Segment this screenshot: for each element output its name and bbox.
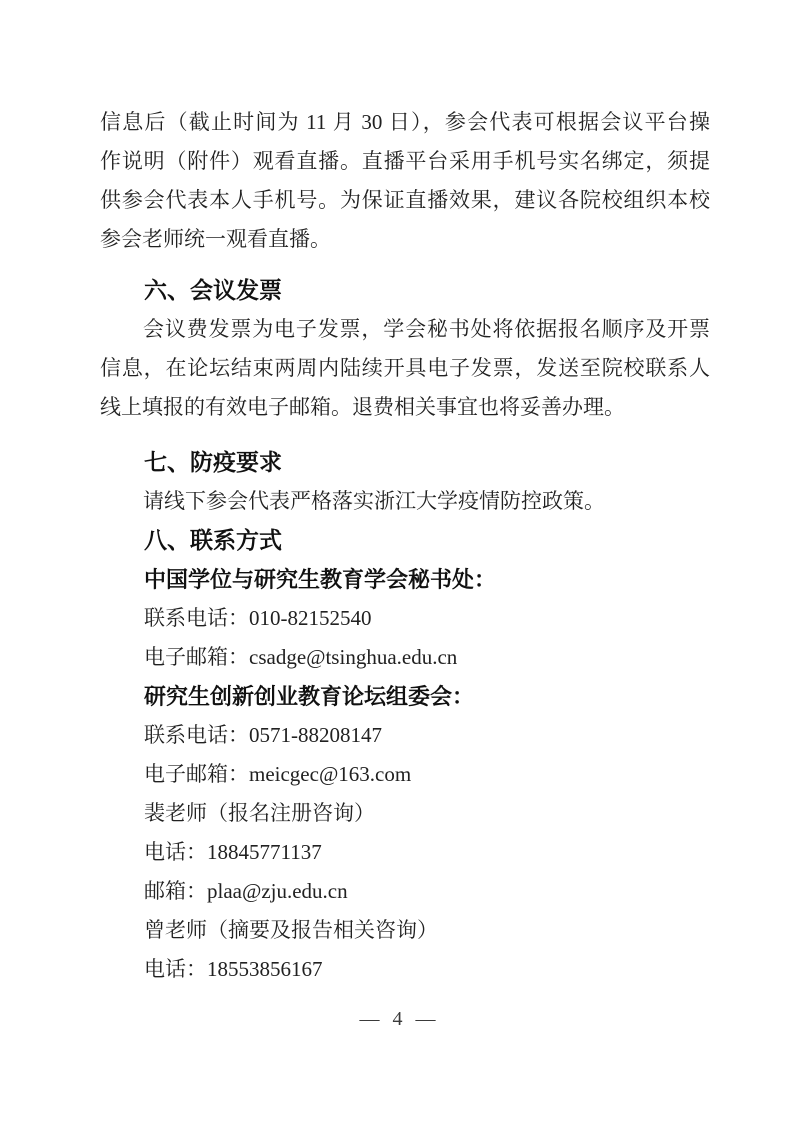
- page-number: — 4 —: [359, 1008, 440, 1030]
- section-epidemic: [100, 443, 710, 521]
- section-contact: [100, 521, 710, 989]
- paragraph-line: 线上填报的有效电子邮箱。退费相关事宜也将妥善办理。: [100, 395, 625, 419]
- contact-line: 联系电话：0571-88208147: [144, 723, 382, 747]
- paragraph-line: 参会老师统一观看直播。: [100, 227, 331, 251]
- org-title: 研究生创新创业教育论坛组委会：: [144, 684, 475, 709]
- contact-line: 电话：18553856167: [144, 957, 323, 981]
- contact-line: 邮箱：plaa@zju.edu.cn: [144, 879, 348, 903]
- contact-line: 电子邮箱：meicgec@163.com: [144, 762, 412, 786]
- paragraph-line: 作说明（附件）观看直播。直播平台采用手机号实名绑定，须提: [100, 149, 710, 173]
- contact-group-committee: [100, 677, 710, 989]
- paragraph-line: 信息，在论坛结束两周内陆续开具电子发票，发送至院校联系人: [100, 356, 710, 380]
- section-heading: 六、会议发票: [144, 277, 282, 303]
- section-heading: 七、防疫要求: [144, 449, 282, 475]
- paragraph-line: 请线下参会代表严格落实浙江大学疫情防控政策。: [143, 489, 605, 513]
- section-invoice: [100, 271, 710, 427]
- org-title: 中国学位与研究生教育学会秘书处：: [144, 567, 497, 592]
- contact-line: 电话：18845771137: [144, 840, 322, 864]
- paragraph-line: 供参会代表本人手机号。为保证直播效果，建议各院校组织本校: [100, 188, 710, 212]
- contact-group-secretariat: [100, 560, 710, 677]
- intro-paragraph: [100, 103, 710, 259]
- contact-line: 电子邮箱：csadge@tsinghua.edu.cn: [144, 645, 458, 669]
- paragraph-line: 会议费发票为电子发票，学会秘书处将依据报名顺序及开票: [143, 317, 710, 341]
- contact-line: 裴老师（报名注册咨询）: [144, 801, 375, 825]
- section-heading: 八、联系方式: [144, 527, 282, 553]
- contact-line: 联系电话：010-82152540: [144, 606, 372, 630]
- contact-line: 曾老师（摘要及报告相关咨询）: [144, 918, 438, 942]
- page-footer: [0, 1000, 799, 1039]
- paragraph-line: 信息后（截止时间为 11 月 30 日），参会代表可根据会议平台操: [100, 110, 710, 134]
